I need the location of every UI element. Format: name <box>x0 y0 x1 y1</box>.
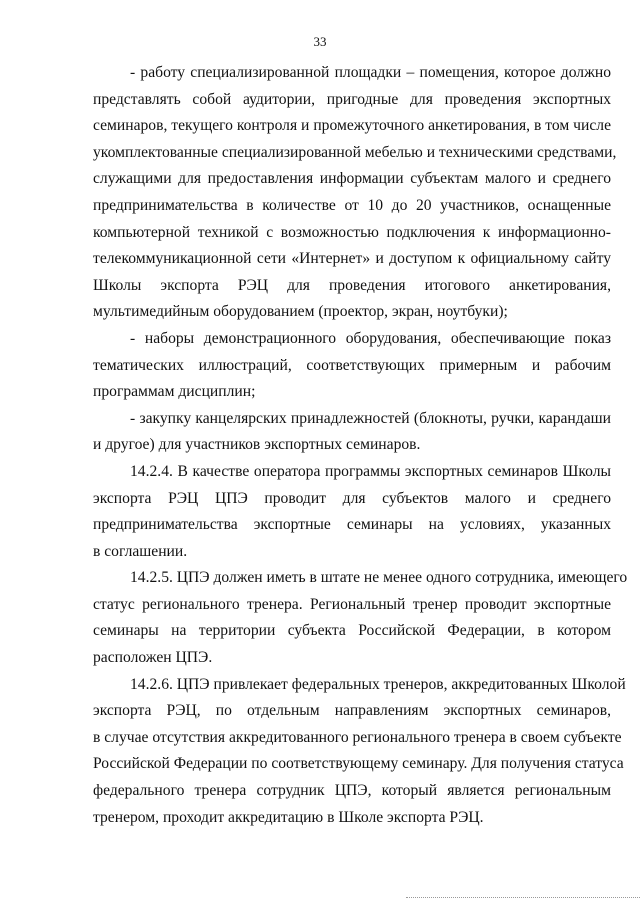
paragraph-line: тематических иллюстраций, соответствующих примерным и рабочим <box>93 356 611 374</box>
paragraph-line: предпринимательства экспортные семинары на условиях, указанных <box>93 516 611 534</box>
paragraph-line: семинары на территории субъекта Российской Федерации, в котором <box>93 622 611 640</box>
paragraph <box>93 672 626 832</box>
paragraph-line: статус регионального тренера. Региональный тренер проводит экспортные <box>93 595 611 613</box>
paragraph-line: Школы экспорта РЭЦ для проведения итогового анкетирования, <box>93 276 611 294</box>
paragraph-line: компьютерной техникой с возможностью подключения к информационно- <box>93 223 611 241</box>
document-body <box>93 60 628 831</box>
paragraph-line: телекоммуникационной сети «Интернет» и доступом к официальному сайту <box>93 250 611 268</box>
paragraph-line: Российской Федерации по соответствующему семинару. Для получения статуса <box>93 755 624 773</box>
paragraph <box>93 406 611 459</box>
paragraph-line: в случае отсутствия аккредитованного регионального тренера в своем субъекте <box>93 728 622 746</box>
paragraph-line: - наборы демонстрационного оборудования, обеспечивающие показ <box>130 329 611 347</box>
paragraph-line: расположен ЦПЭ. <box>93 649 213 667</box>
paragraph-line: - работу специализированной площадки – помещения, которое должно <box>130 64 611 81</box>
paragraph <box>93 326 611 406</box>
paragraph-line: мультимедийным оборудованием (проектор, экран, ноутбуки); <box>93 303 508 321</box>
paragraph <box>93 459 611 565</box>
paragraph-line: 14.2.4. В качестве оператора программы экспортных семинаров Школы <box>130 462 611 480</box>
paragraph-line: 14.2.5. ЦПЭ должен иметь в штате не менее одного сотрудника, имеющего <box>130 569 628 587</box>
paragraph-line: 14.2.6. ЦПЭ привлекает федеральных тренеров, аккредитованных Школой <box>130 675 626 693</box>
page-number: 33 <box>313 34 327 49</box>
paragraph-line: служащими для предоставления информации субъектам малого и среднего <box>93 170 611 188</box>
paragraph-line: федерального тренера сотрудник ЦПЭ, который является региональным <box>93 782 611 800</box>
paragraph <box>93 60 617 326</box>
paragraph-line: в соглашении. <box>93 542 188 560</box>
paragraph-line: предпринимательства в количестве от 10 до 20 участников, оснащенные <box>93 196 611 214</box>
paragraph-line: программам дисциплин; <box>93 383 256 401</box>
paragraph-line: экспорта РЭЦ ЦПЭ проводит для субъектов малого и среднего <box>93 489 611 507</box>
paragraph-line: экспорта РЭЦ, по отдельным направлениям экспортных семинаров, <box>93 702 611 720</box>
paragraph-line: тренером, проходит аккредитацию в Школе экспорта РЭЦ. <box>93 808 484 826</box>
paragraph <box>93 565 628 671</box>
paragraph-line: укомплектованные специализированной мебелью и техническими средствами, <box>93 143 617 161</box>
paragraph-line: - закупку канцелярских принадлежностей (блокноты, ручки, карандаши <box>130 409 611 427</box>
paragraph-line: и другое) для участников экспортных семинаров. <box>93 436 421 454</box>
paragraph-line: представлять собой аудитории, пригодные для проведения экспортных <box>93 90 611 108</box>
paragraph-line: семинаров, текущего контроля и промежуточного анкетирования, в том числе <box>93 117 611 135</box>
